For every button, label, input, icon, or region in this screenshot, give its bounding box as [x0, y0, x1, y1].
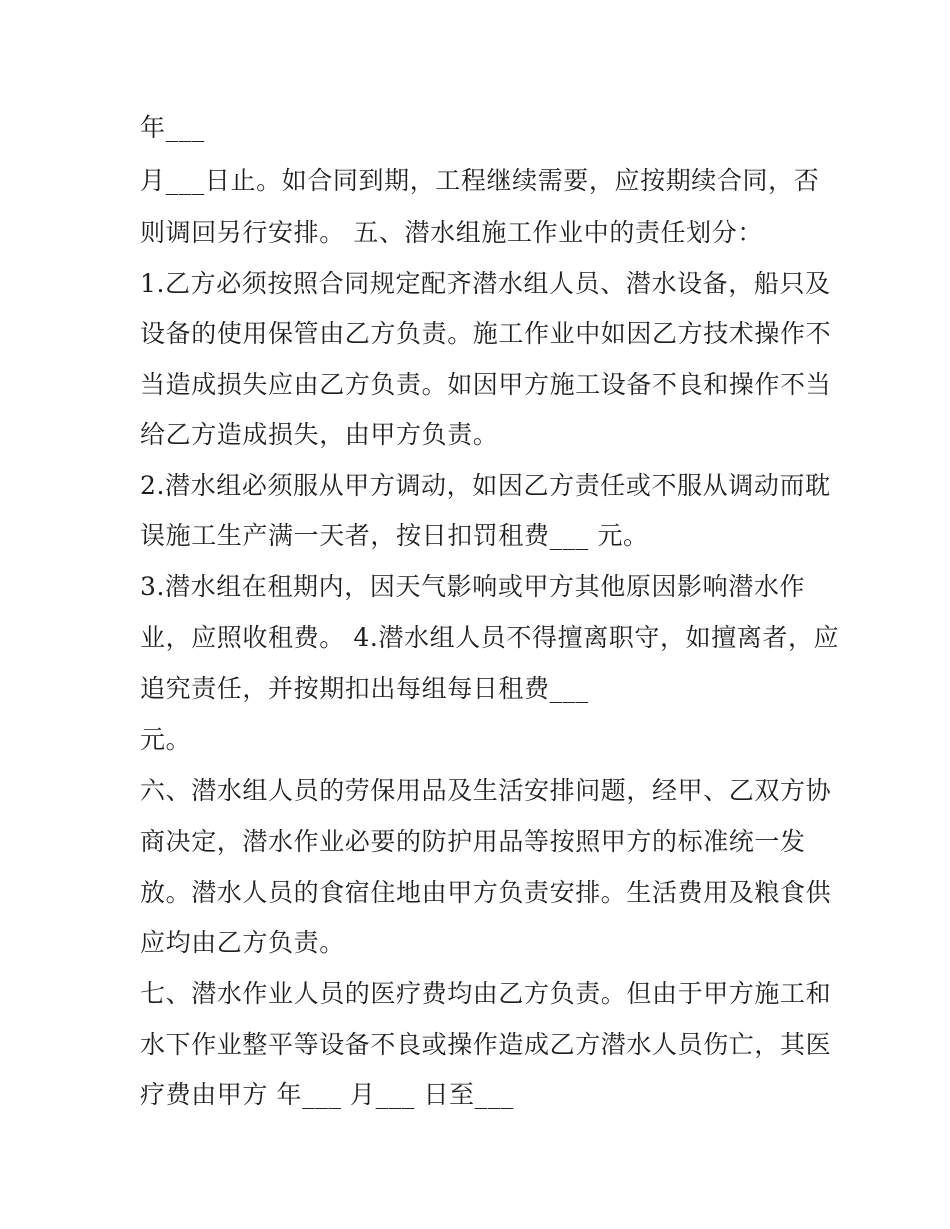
- text-line: 六、潜水组人员的劳保用品及生活安排问题，经甲、乙双方协: [140, 776, 832, 805]
- text-line: 3.潜水组在租期内，因天气影响或甲方其他原因影响潜水作: [140, 572, 806, 601]
- text-line: 疗费由甲方 年___ 月___ 日至___: [140, 1080, 514, 1109]
- text-line: 月___日止。如合同到期，工程继续需要，应按期续合同，否: [140, 166, 820, 195]
- text-line: 七、潜水作业人员的医疗费均由乙方负责。但由于甲方施工和: [140, 979, 832, 1008]
- text-line: 商决定，潜水作业必要的防护用品等按照甲方的标准统一发: [140, 827, 806, 856]
- text-line: 元。: [140, 725, 192, 754]
- text-line: 给乙方造成损失，由甲方负责。: [140, 420, 499, 449]
- text-line: 误施工生产满一天者，按日扣罚租费___ 元。: [140, 521, 649, 550]
- text-line: 设备的使用保管由乙方负责。施工作业中如因乙方技术操作不: [140, 319, 832, 348]
- text-line: 业，应照收租费。 4.潜水组人员不得擅离职守，如擅离者，应: [140, 623, 840, 652]
- text-line: 应均由乙方负责。: [140, 928, 345, 957]
- text-line: 2.潜水组必须服从甲方调动，如因乙方责任或不服从调动而耽: [140, 471, 831, 500]
- text-line: 则调回另行安排。 五、潜水组施工作业中的责任划分：: [140, 218, 763, 247]
- text-line: 年___: [140, 113, 205, 142]
- text-line: 放。潜水人员的食宿住地由甲方负责安排。生活费用及粮食供: [140, 878, 832, 907]
- text-line: 当造成损失应由乙方负责。如因甲方施工设备不良和操作不当: [140, 370, 832, 399]
- text-line: 1.乙方必须按照合同规定配齐潜水组人员、潜水设备，船只及: [140, 269, 831, 298]
- text-line: 追究责任，并按期扣出每组每日租费___: [140, 674, 589, 703]
- text-line: 水下作业整平等设备不良或操作造成乙方潜水人员伤亡，其医: [140, 1030, 832, 1059]
